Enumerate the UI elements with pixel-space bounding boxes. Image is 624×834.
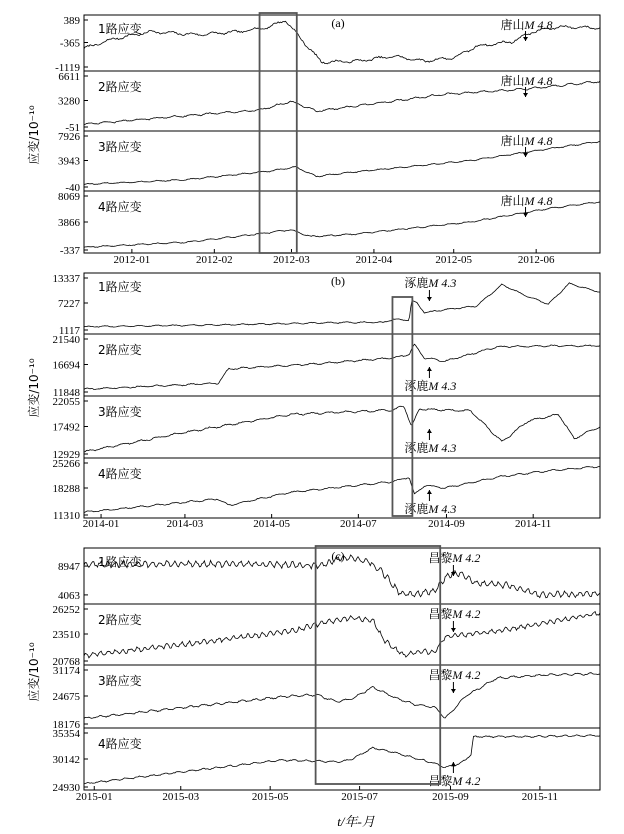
y-tick-label: 25266: [52, 458, 80, 470]
y-tick-label: 12929: [52, 449, 80, 461]
y-tick-label: 22055: [52, 396, 80, 408]
x-tick-label: 2015-09: [432, 791, 469, 803]
y-tick-label: 3866: [58, 217, 80, 229]
panel-3: [53, 546, 601, 803]
figure-y-axis-title-top: 应变/10⁻¹⁰: [27, 105, 41, 165]
y-tick-label: 3943: [58, 155, 80, 168]
event-label: 唐山M 4.8: [500, 18, 553, 32]
event-arrowhead: [451, 628, 456, 632]
x-tick-label: 2012-06: [517, 254, 555, 266]
x-tick-label: 2012-05: [435, 254, 473, 266]
x-tick-label: 2015-05: [251, 791, 289, 803]
highlight-box: [260, 13, 297, 253]
y-tick-label: 26252: [52, 604, 80, 616]
event-label: 涿鹿M 4.3: [404, 379, 457, 393]
series-line: [84, 344, 600, 389]
event-label: 涿鹿M 4.3: [404, 502, 457, 516]
x-tick-label: 2014-03: [166, 518, 204, 530]
event-label: 昌黎M 4.2: [428, 774, 481, 788]
series-label: 3路应变: [98, 405, 142, 419]
y-tick-label: 8069: [58, 191, 80, 203]
panel-label: (c): [331, 549, 345, 563]
x-tick-label: 2012-03: [273, 254, 310, 266]
event-arrowhead: [523, 213, 528, 217]
series-label: 2路应变: [98, 80, 142, 94]
y-tick-label: 17492: [52, 421, 80, 434]
x-tick-label: 2012-01: [113, 254, 151, 266]
event-arrowhead: [523, 153, 528, 157]
y-tick-label: 23510: [52, 629, 80, 641]
y-tick-label: 24675: [52, 691, 80, 703]
series-label: 4路应变: [98, 467, 142, 481]
x-tick-label: 2015-11: [521, 791, 559, 803]
y-tick-label: 24930: [52, 782, 80, 794]
event-arrowhead: [523, 37, 528, 41]
event-arrowhead: [451, 762, 456, 766]
panel-2: [53, 273, 601, 530]
y-tick-label: 7926: [58, 131, 80, 143]
x-tick-label: 2012-04: [355, 254, 393, 266]
series-label: 1路应变: [98, 280, 142, 294]
figure-y-axis-title-middle: 应变/10⁻¹⁰: [27, 358, 41, 418]
series-label: 3路应变: [98, 140, 142, 154]
y-tick-label: 21540: [52, 334, 80, 346]
y-tick-label: 18176: [52, 719, 80, 731]
y-tick-label: -337: [59, 245, 80, 257]
y-tick-label: 11848: [52, 387, 80, 399]
panel-1: [55, 13, 600, 266]
y-tick-label: -1119: [55, 62, 80, 74]
series-label: 4路应变: [98, 200, 142, 214]
series-line: [84, 467, 600, 513]
x-tick-label: 2014-11: [515, 518, 552, 530]
panel-label: (b): [331, 274, 345, 288]
y-tick-label: 389: [63, 15, 80, 27]
y-tick-label: 3280: [58, 95, 80, 108]
series-line: [84, 142, 600, 185]
event-arrowhead: [427, 367, 432, 371]
series-line: [84, 283, 600, 327]
series-line: [84, 612, 600, 658]
y-tick-label: 1117: [58, 325, 80, 337]
event-arrowhead: [523, 93, 528, 97]
panel-label: (a): [331, 16, 345, 30]
y-tick-label: -365: [59, 37, 80, 50]
series-label: 2路应变: [98, 613, 142, 627]
series-line: [84, 735, 600, 784]
y-tick-label: 20768: [52, 656, 80, 668]
x-tick-label: 2012-02: [195, 254, 233, 266]
series-label: 2路应变: [98, 343, 142, 357]
y-tick-label: -40: [65, 182, 80, 194]
event-label: 唐山M 4.8: [500, 74, 553, 88]
y-tick-label: 7227: [58, 298, 80, 310]
y-tick-label: 16694: [52, 359, 80, 372]
x-tick-label: 2014-07: [340, 518, 377, 530]
y-tick-label: 6611: [58, 71, 80, 83]
y-tick-label: 18288: [52, 483, 80, 495]
event-label: 唐山M 4.8: [500, 134, 553, 148]
y-tick-label: 4063: [58, 589, 80, 602]
y-tick-label: 31174: [52, 665, 80, 677]
y-tick-label: 30142: [52, 754, 80, 766]
series-label: 4路应变: [98, 737, 142, 751]
event-label: 昌黎M 4.2: [428, 668, 481, 682]
event-arrowhead: [427, 490, 432, 494]
event-label: 唐山M 4.8: [500, 194, 553, 208]
y-tick-label: 8947: [58, 561, 80, 574]
event-arrowhead: [427, 429, 432, 433]
x-tick-label: 2015-07: [341, 791, 378, 803]
y-tick-label: 11310: [52, 510, 80, 522]
event-arrowhead: [451, 689, 456, 693]
panel-3-frame: [84, 548, 600, 790]
series-line: [84, 406, 600, 452]
figure-x-axis-title: t/年-月: [337, 814, 375, 829]
x-tick-label: 2015-03: [162, 791, 200, 803]
event-arrowhead: [427, 297, 432, 301]
x-tick-label: 2014-01: [82, 518, 120, 530]
x-tick-label: 2014-09: [428, 518, 465, 530]
figure-y-axis-title-bottom: 应变/10⁻¹⁰: [27, 642, 41, 702]
event-label: 昌黎M 4.2: [428, 551, 481, 565]
series-label: 3路应变: [98, 674, 142, 688]
y-tick-label: 35354: [52, 728, 80, 740]
y-tick-label: -51: [65, 122, 80, 134]
x-tick-label: 2015-01: [75, 791, 113, 803]
series-label: 1路应变: [98, 22, 142, 36]
series-line: [84, 673, 600, 719]
x-tick-label: 2014-05: [253, 518, 290, 530]
event-label: 涿鹿M 4.3: [404, 441, 457, 455]
panels: [53, 13, 601, 803]
y-tick-label: 13337: [52, 273, 80, 285]
event-label: 涿鹿M 4.3: [404, 276, 457, 290]
event-label: 昌黎M 4.2: [428, 607, 481, 621]
series-line: [84, 202, 600, 248]
series-label: 1路应变: [98, 555, 142, 569]
